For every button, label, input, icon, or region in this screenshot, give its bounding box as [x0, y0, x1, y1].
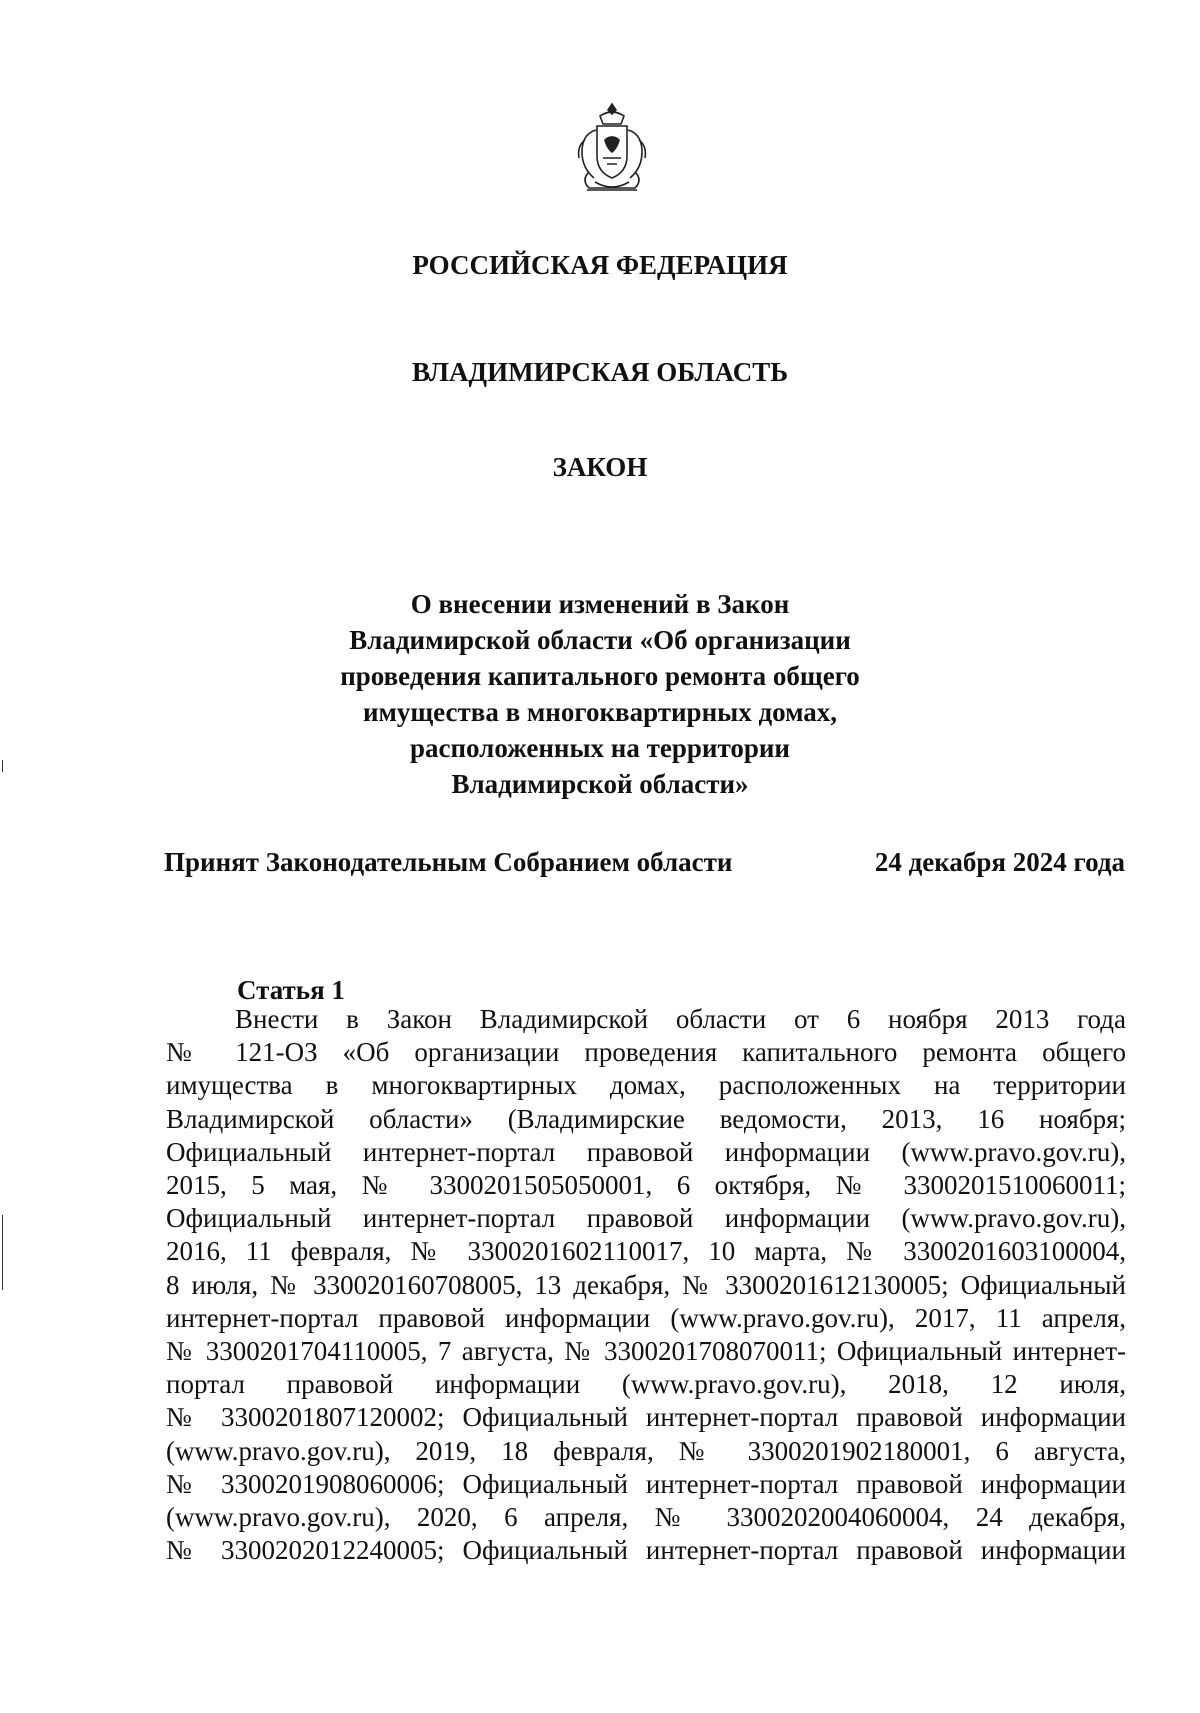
article-line: Владимирской области» (Владимирские ведомости, 2013, 16 ноября;: [166, 1103, 1126, 1134]
scan-margin-mark: [2, 1215, 3, 1290]
article-line: № 121-ОЗ «Об организации проведения капитального ремонта общего: [166, 1037, 1126, 1068]
article-line: Официальный интернет-портал правовой информации (www.pravo.gov.ru),: [166, 1136, 1126, 1167]
article-body: [166, 1003, 1126, 1567]
law-title-line: проведения капитального ремонта общего: [340, 661, 860, 691]
article-line: портал правовой информации (www.pravo.gov.ru), 2018, 12 июля,: [166, 1369, 1126, 1400]
law-title-line: Владимирской области»: [451, 769, 749, 799]
region-heading: ВЛАДИМИРСКАЯ ОБЛАСТЬ: [411, 357, 789, 387]
article-line: интернет-портал правовой информации (www.pravo.gov.ru), 2017, 11 апреля,: [166, 1302, 1126, 1333]
article-line: 8 июля, № 330020160708005, 13 декабря, № 3300201612130005; Официальный: [166, 1269, 1126, 1300]
law-title-line: О внесении изменений в Закон: [410, 589, 790, 619]
article-line: № 3300201807120002; Официальный интернет-портал правовой информации: [166, 1402, 1126, 1433]
article-line: № 3300201908060006; Официальный интернет-портал правовой информации: [166, 1468, 1126, 1499]
crest-icon: [567, 100, 657, 200]
article-line: № 3300201704110005, 7 августа, № 3300201708070011; Официальный интернет-: [166, 1336, 1126, 1367]
scan-margin-mark: [2, 760, 3, 772]
article-line: Внести в Закон Владимирской области от 6 ноября 2013 года: [235, 1004, 1126, 1034]
law-title-line: расположенных на территории: [409, 733, 790, 763]
country-heading: РОССИЙСКАЯ ФЕДЕРАЦИЯ: [412, 250, 788, 280]
article-line: (www.pravo.gov.ru), 2019, 18 февраля, № 3300201902180001, 6 августа,: [166, 1435, 1126, 1466]
article-heading: Статья 1: [237, 975, 345, 1005]
document-type-heading: ЗАКОН: [552, 452, 648, 482]
law-title-line: Владимирской области «Об организации: [349, 625, 851, 655]
article-line: Официальный интернет-портал правовой информации (www.pravo.gov.ru),: [166, 1203, 1126, 1234]
article-line: имущества в многоквартирных домах, расположенных на территории: [166, 1070, 1126, 1101]
article-line: № 3300202012240005; Официальный интернет-портал правовой информации: [166, 1535, 1126, 1566]
law-title-line: имущества в многоквартирных домах,: [362, 697, 838, 727]
adoption-label: Принят Законодательным Собранием области: [164, 847, 733, 877]
law-title: [0, 586, 1200, 802]
adoption-date: 24 декабря 2024 года: [874, 847, 1125, 877]
article-line: 2015, 5 мая, № 3300201505050001, 6 октября, № 3300201510060011;: [166, 1170, 1126, 1201]
article-line: (www.pravo.gov.ru), 2020, 6 апреля, № 3300202004060004, 24 декабря,: [166, 1502, 1126, 1533]
article-line: 2016, 11 февраля, № 3300201602110017, 10 марта, № 3300201603100004,: [166, 1236, 1126, 1267]
